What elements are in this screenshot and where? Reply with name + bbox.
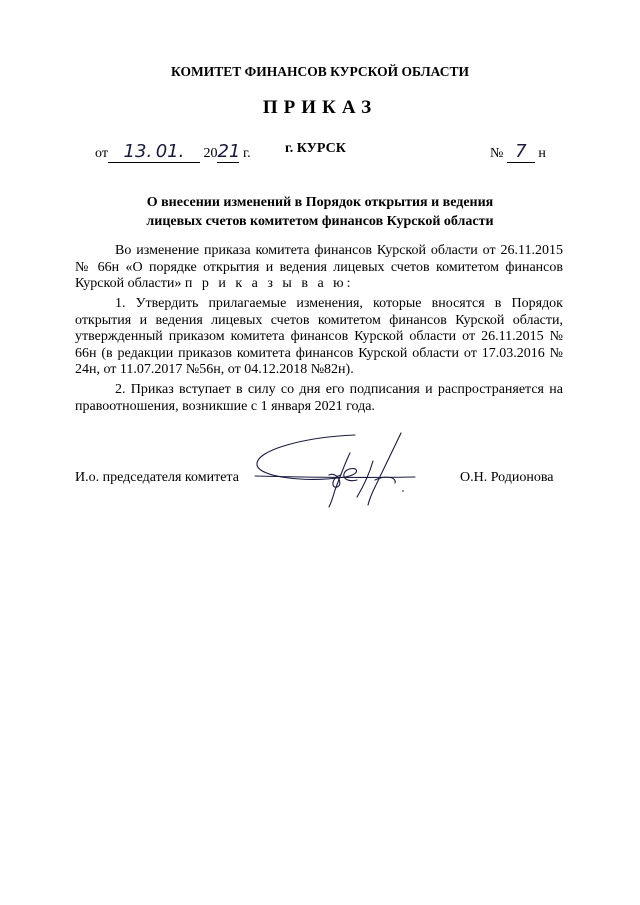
document-subject bbox=[0, 193, 640, 231]
document-title: ПРИКАЗ bbox=[262, 97, 378, 118]
organization-header: КОМИТЕТ ФИНАНСОВ КУРСКОЙ ОБЛАСТИ bbox=[171, 64, 469, 79]
item-2-paragraph: 2. Приказ вступает в силу со дня его подписания и распространяется на правоотношения, возникшие с 1 января 2021 года. bbox=[75, 382, 563, 414]
signatory-position: И.о. председателя комитета bbox=[75, 470, 239, 485]
year-suffix: 21 bbox=[217, 141, 241, 162]
handwritten-signature bbox=[245, 425, 420, 510]
city: г. КУРСК bbox=[285, 141, 346, 156]
subject-line-1: О внесении изменений в Порядок открытия и ведения bbox=[146, 195, 494, 210]
date-field bbox=[95, 141, 251, 163]
number-prefix: № bbox=[490, 146, 504, 161]
signatory-name: О.Н. Родионова bbox=[460, 470, 554, 485]
item-1-paragraph: 1. Утвердить прилагаемые изменения, которые вносятся в Порядок открытия и ведения лицевых счетов комитетом финансов Курской области, утвержденный приказом комитета финансов Курской области от 26.11.2015 № 66н (в редакции приказов комитета финансов Курской области от 17.03.2016 № 24н, от 11.07.2017 №56н, от 04.12.2018 №82н). bbox=[75, 296, 563, 378]
date-day: 13 bbox=[123, 141, 147, 162]
year-prefix: 20 bbox=[203, 146, 218, 161]
order-number-field bbox=[490, 141, 546, 163]
date-separator: . bbox=[146, 141, 153, 162]
year-unit: г. bbox=[242, 146, 251, 161]
intro-paragraph bbox=[75, 243, 563, 293]
date-month: 01. bbox=[155, 141, 185, 162]
number-value: 7 bbox=[515, 141, 527, 162]
order-word: п р и к а з ы в а ю: bbox=[184, 276, 354, 292]
date-from-prefix: от bbox=[95, 146, 108, 161]
intro-text: Во изменение приказа комитета финансов Курской области от 26.11.2015 № 66н «О порядке открытия и ведения лицевых счетов комитетом финансов Курской области» bbox=[75, 243, 563, 292]
date-day-month bbox=[108, 141, 200, 163]
subject-line-2: лицевых счетов комитетом финансов Курской области bbox=[146, 214, 494, 229]
number-suffix: н bbox=[538, 146, 546, 161]
